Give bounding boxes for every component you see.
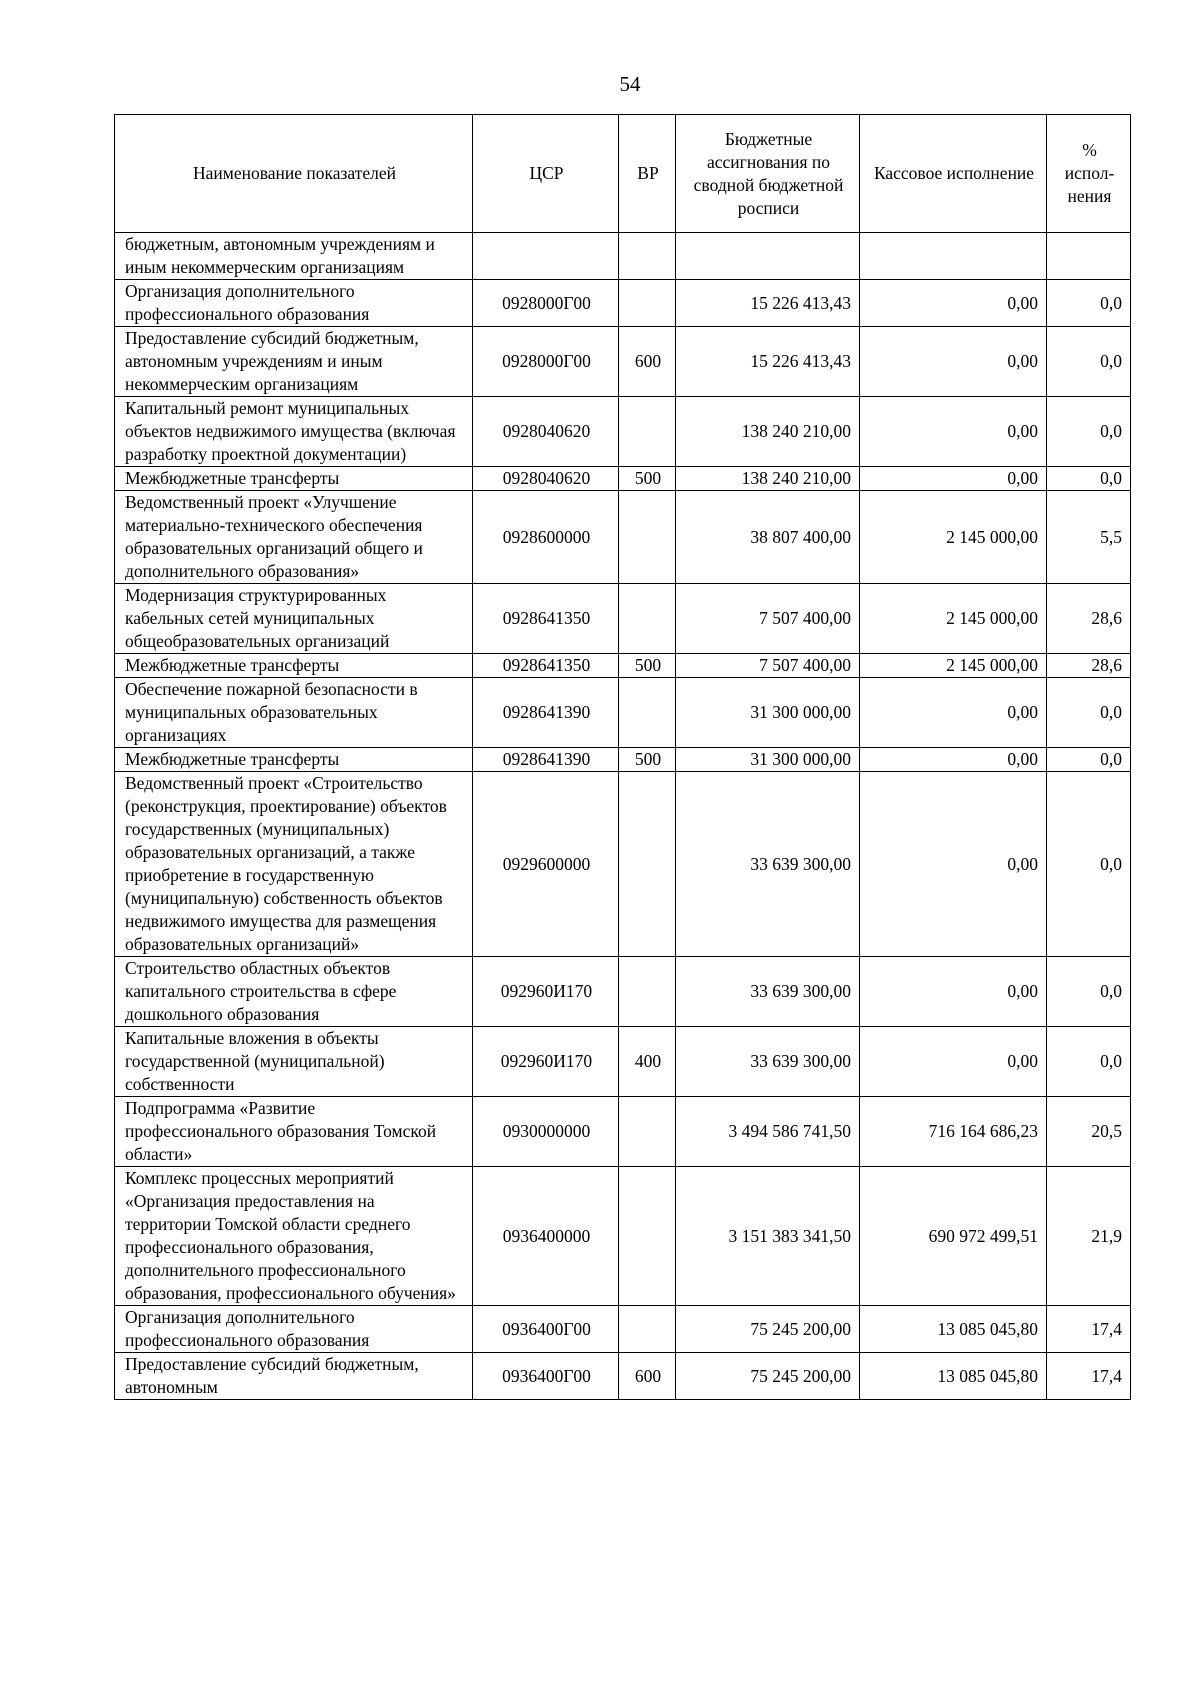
row-csr: 0936400Г00 <box>473 1306 619 1353</box>
row-pct: 28,6 <box>1047 654 1131 678</box>
row-budget: 15 226 413,43 <box>676 327 860 397</box>
row-cash: 690 972 499,51 <box>860 1167 1047 1306</box>
row-vr: 500 <box>619 748 676 772</box>
row-csr: 0928641390 <box>473 678 619 748</box>
row-csr: 0928641390 <box>473 748 619 772</box>
row-budget: 31 300 000,00 <box>676 678 860 748</box>
table-row <box>115 957 1131 1027</box>
row-vr: 500 <box>619 467 676 491</box>
row-budget: 3 151 383 341,50 <box>676 1167 860 1306</box>
row-name: Капитальные вложения в объекты государственной (муниципальной) собственности <box>115 1027 473 1097</box>
row-pct: 20,5 <box>1047 1097 1131 1167</box>
row-csr: 0936400Г00 <box>473 1353 619 1400</box>
row-pct: 0,0 <box>1047 957 1131 1027</box>
table-row <box>115 467 1131 491</box>
row-csr: 092960И170 <box>473 957 619 1027</box>
row-vr <box>619 772 676 957</box>
table-row <box>115 1097 1131 1167</box>
row-cash: 2 145 000,00 <box>860 584 1047 654</box>
row-cash: 2 145 000,00 <box>860 654 1047 678</box>
row-csr: 0928641350 <box>473 584 619 654</box>
row-budget: 33 639 300,00 <box>676 957 860 1027</box>
row-vr: 600 <box>619 1353 676 1400</box>
table-row <box>115 233 1131 280</box>
row-pct: 0,0 <box>1047 772 1131 957</box>
row-vr <box>619 678 676 748</box>
table-row <box>115 1306 1131 1353</box>
row-csr: 0928040620 <box>473 397 619 467</box>
row-budget: 138 240 210,00 <box>676 397 860 467</box>
row-name: Предоставление субсидий бюджетным, автономным <box>115 1353 473 1400</box>
row-name: бюджетным, автономным учреждениям и иным некоммерческим организациям <box>115 233 473 280</box>
row-vr <box>619 1306 676 1353</box>
row-pct: 0,0 <box>1047 280 1131 327</box>
row-csr: 0928641350 <box>473 654 619 678</box>
table-header-row <box>115 115 1131 233</box>
row-vr <box>619 584 676 654</box>
row-cash: 0,00 <box>860 397 1047 467</box>
row-cash: 0,00 <box>860 957 1047 1027</box>
row-cash: 0,00 <box>860 327 1047 397</box>
table-row <box>115 772 1131 957</box>
row-vr: 400 <box>619 1027 676 1097</box>
row-name: Организация дополнительного профессионального образования <box>115 280 473 327</box>
row-budget: 33 639 300,00 <box>676 772 860 957</box>
row-cash: 0,00 <box>860 678 1047 748</box>
column-header-pct: % испол-нения <box>1047 115 1131 233</box>
table-row <box>115 491 1131 584</box>
table-row <box>115 654 1131 678</box>
row-pct: 5,5 <box>1047 491 1131 584</box>
column-header-csr: ЦСР <box>473 115 619 233</box>
row-budget: 31 300 000,00 <box>676 748 860 772</box>
column-header-budget: Бюджетные ассигнования по сводной бюджетной росписи <box>676 115 860 233</box>
row-csr: 0929600000 <box>473 772 619 957</box>
row-csr: 0928000Г00 <box>473 327 619 397</box>
row-budget: 3 494 586 741,50 <box>676 1097 860 1167</box>
row-csr: 0936400000 <box>473 1167 619 1306</box>
row-pct: 0,0 <box>1047 327 1131 397</box>
table-row <box>115 1353 1131 1400</box>
row-vr: 600 <box>619 327 676 397</box>
budget-execution-table <box>114 114 1131 1400</box>
row-cash: 13 085 045,80 <box>860 1306 1047 1353</box>
row-budget <box>676 233 860 280</box>
row-cash: 716 164 686,23 <box>860 1097 1047 1167</box>
row-name: Предоставление субсидий бюджетным, автономным учреждениям и иным некоммерческим организациям <box>115 327 473 397</box>
row-pct: 28,6 <box>1047 584 1131 654</box>
row-vr <box>619 957 676 1027</box>
row-pct: 0,0 <box>1047 1027 1131 1097</box>
row-csr: 092960И170 <box>473 1027 619 1097</box>
row-cash: 0,00 <box>860 1027 1047 1097</box>
row-name: Строительство областных объектов капитального строительства в сфере дошкольного образования <box>115 957 473 1027</box>
row-name: Межбюджетные трансферты <box>115 748 473 772</box>
table-row <box>115 327 1131 397</box>
row-budget: 7 507 400,00 <box>676 654 860 678</box>
column-header-cash: Кассовое исполнение <box>860 115 1047 233</box>
table-row <box>115 678 1131 748</box>
row-csr: 0928600000 <box>473 491 619 584</box>
row-pct <box>1047 233 1131 280</box>
row-pct: 17,4 <box>1047 1306 1131 1353</box>
row-name: Ведомственный проект «Улучшение материально-технического обеспечения образовательных организаций общего и дополнительного образования» <box>115 491 473 584</box>
row-cash: 0,00 <box>860 280 1047 327</box>
row-name: Межбюджетные трансферты <box>115 654 473 678</box>
row-csr <box>473 233 619 280</box>
row-pct: 0,0 <box>1047 748 1131 772</box>
table-row <box>115 584 1131 654</box>
row-budget: 138 240 210,00 <box>676 467 860 491</box>
row-vr <box>619 233 676 280</box>
table-row <box>115 280 1131 327</box>
row-csr: 0928040620 <box>473 467 619 491</box>
table-row <box>115 1167 1131 1306</box>
row-cash: 0,00 <box>860 467 1047 491</box>
row-vr <box>619 1097 676 1167</box>
row-budget: 7 507 400,00 <box>676 584 860 654</box>
table-row <box>115 748 1131 772</box>
row-name: Ведомственный проект «Строительство (реконструкция, проектирование) объектов государственных (муниципальных) образовательных организаций, а также приобретение в государственную (муниципальную) собственность объектов недвижимого имущества для размещения образовательных организаций» <box>115 772 473 957</box>
column-header-vr: ВР <box>619 115 676 233</box>
row-budget: 75 245 200,00 <box>676 1306 860 1353</box>
row-cash: 0,00 <box>860 772 1047 957</box>
row-vr <box>619 397 676 467</box>
row-cash: 2 145 000,00 <box>860 491 1047 584</box>
row-csr: 0930000000 <box>473 1097 619 1167</box>
row-vr <box>619 280 676 327</box>
row-name: Организация дополнительного профессионального образования <box>115 1306 473 1353</box>
row-cash: 13 085 045,80 <box>860 1353 1047 1400</box>
row-vr <box>619 491 676 584</box>
row-budget: 33 639 300,00 <box>676 1027 860 1097</box>
row-name: Обеспечение пожарной безопасности в муниципальных образовательных организациях <box>115 678 473 748</box>
row-cash <box>860 233 1047 280</box>
row-csr: 0928000Г00 <box>473 280 619 327</box>
row-cash: 0,00 <box>860 748 1047 772</box>
row-name: Модернизация структурированных кабельных сетей муниципальных общеобразовательных организаций <box>115 584 473 654</box>
row-pct: 0,0 <box>1047 397 1131 467</box>
row-pct: 0,0 <box>1047 678 1131 748</box>
row-name: Межбюджетные трансферты <box>115 467 473 491</box>
row-budget: 15 226 413,43 <box>676 280 860 327</box>
row-vr <box>619 1167 676 1306</box>
table-row <box>115 1027 1131 1097</box>
row-name: Комплекс процессных мероприятий «Организация предоставления на территории Томской области среднего профессионального образования, дополнительного профессионального образования, профессионального обучения» <box>115 1167 473 1306</box>
row-pct: 21,9 <box>1047 1167 1131 1306</box>
row-name: Подпрограмма «Развитие профессионального образования Томской области» <box>115 1097 473 1167</box>
row-pct: 0,0 <box>1047 467 1131 491</box>
table-row <box>115 397 1131 467</box>
row-pct: 17,4 <box>1047 1353 1131 1400</box>
row-vr: 500 <box>619 654 676 678</box>
column-header-name: Наименование показателей <box>115 115 473 233</box>
page-number: 54 <box>619 72 641 96</box>
row-budget: 38 807 400,00 <box>676 491 860 584</box>
row-name: Капитальный ремонт муниципальных объектов недвижимого имущества (включая разработку проектной документации) <box>115 397 473 467</box>
row-budget: 75 245 200,00 <box>676 1353 860 1400</box>
